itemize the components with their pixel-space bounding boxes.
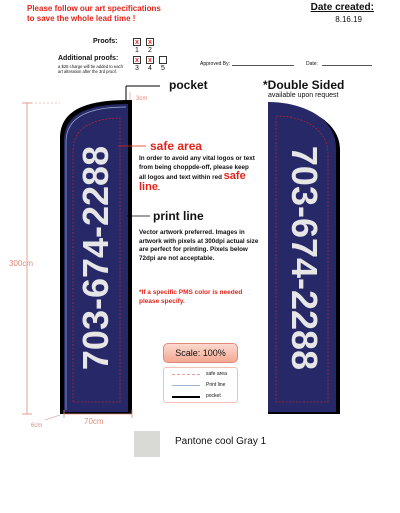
legend-label-safe-area: safe area (206, 371, 227, 377)
date-created-value: 8.16.19 (335, 15, 362, 24)
additional-proof-number-3: 3 (135, 65, 139, 72)
scale-badge (163, 343, 238, 363)
pantone-swatch (134, 431, 160, 457)
pocket-dimension-label: 3cm (136, 96, 148, 102)
double-sided-label: *Double Sided (263, 78, 345, 92)
bottom-dimension-label: 6cm (31, 423, 43, 429)
legend-item-safe-area (164, 369, 237, 380)
legend-item-pocket (164, 391, 237, 402)
line-legend (163, 367, 238, 403)
proof-number-2: 2 (148, 47, 152, 54)
proofs-label: Proofs: (93, 38, 118, 45)
instructions-line2: to save the whole lead time ! (27, 14, 136, 23)
additional-proofs-label: Additional proofs: (58, 55, 119, 62)
vector-artwork-text: Vector artwork preferred. Images in artwork with pixels at 300dpi actual size are perfect for printing. Pixels below 72dpi are not acceptable. (139, 229, 259, 262)
safe-area-title: safe area (150, 139, 203, 153)
approved-by-label: Approved By: (200, 61, 231, 67)
instructions-line1: Please follow our art specifications (27, 4, 161, 13)
pms-color-note: *If a specific PMS color is needed please specify. (139, 289, 243, 305)
additional-proof-checkbox-4[interactable]: x (146, 56, 154, 64)
legend-label-print-line: Print line (206, 382, 226, 388)
proof-checkbox-2[interactable]: x (146, 38, 154, 46)
scale-label: Scale: 100% (175, 348, 226, 358)
safe-area-text: In order to avoid any vital logos or text from being choppde-off, please keep all logos and text within red safe line. (139, 155, 255, 193)
print-line-title: print line (153, 209, 204, 223)
pantone-label: Pantone cool Gray 1 (175, 436, 267, 447)
legend-swatch-print-line (172, 385, 200, 386)
height-dimension-label: 300cm (9, 259, 34, 268)
pocket-label: pocket (169, 78, 208, 92)
approval-date-label: Date: (306, 61, 318, 67)
double-sided-sublabel: available upon request (268, 92, 339, 99)
legend-item-print-line (164, 380, 237, 391)
proof-number-1: 1 (135, 47, 139, 54)
legend-label-pocket: pocket (206, 393, 221, 399)
additional-proof-number-4: 4 (148, 65, 152, 72)
left-flag-phone-text: 703-674-2288 (75, 145, 116, 371)
bottom-dimension-line (45, 415, 60, 420)
width-dimension-label: 70cm (84, 417, 104, 426)
date-created-label: Date created: (310, 2, 374, 13)
proof-checkbox-1[interactable]: x (133, 38, 141, 46)
additional-proof-checkbox-3[interactable]: x (133, 56, 141, 64)
legend-swatch-pocket (172, 396, 200, 398)
additional-proofs-note: a $25 charge will be added to each art alteration after the 3rd proof. (58, 64, 123, 74)
right-flag-phone-text: 703-674-2288 (284, 145, 325, 371)
additional-proof-number-5: 5 (161, 65, 165, 72)
legend-swatch-safe-area (172, 374, 200, 375)
